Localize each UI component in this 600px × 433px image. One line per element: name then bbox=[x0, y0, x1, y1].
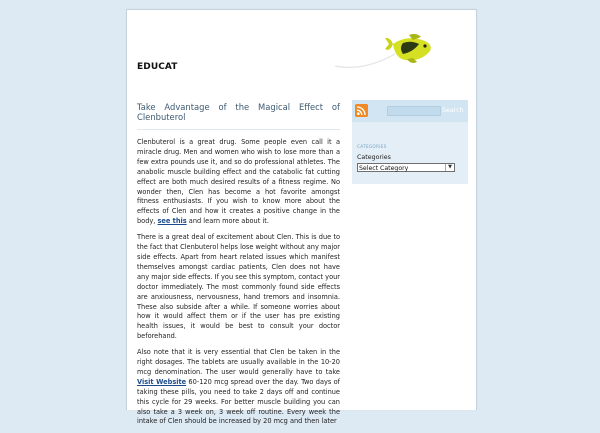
paragraph-text: and learn more about it. bbox=[186, 217, 269, 226]
category-select-value: Select Category bbox=[359, 165, 409, 172]
search-button[interactable]: Search bbox=[442, 105, 466, 116]
page-container bbox=[126, 9, 477, 426]
rss-search-bar bbox=[352, 100, 468, 122]
see-this-link[interactable]: see this bbox=[157, 217, 187, 226]
sidebar bbox=[352, 100, 468, 184]
chevron-down-icon[interactable]: ▼ bbox=[445, 164, 454, 171]
paragraph-text: Clenbuterol is a great drug. Some people even call it a miracle drug. Men and women who wish to lose more than a few extra pounds use it, and so do professional athletes. The anabolic muscle building effect and the catabolic fat cutting effect are both much desired results of a fitness regime. No wonder then, Clen has become a hot favorite amongst fitness enthusiasts. If you wish to know more about the effects of Clen and how it creates a positive change in the body, bbox=[137, 138, 340, 226]
category-select[interactable] bbox=[357, 163, 455, 172]
search-input[interactable] bbox=[387, 106, 441, 116]
categories-widget-heading: CATEGORIES bbox=[357, 144, 387, 149]
rss-icon[interactable] bbox=[355, 104, 368, 117]
post-paragraph bbox=[137, 348, 340, 427]
post-body bbox=[137, 138, 340, 427]
paragraph-text: 60-120 mcg spread over the day. Two days of taking these pills, you need to take 2 days off and continue this cycle for 29 weeks. For better muscle building you can also take a 3 week on, 3 week off routine. Every week the intake of Clen should be increased by 20 mcg and then later bbox=[137, 377, 340, 426]
main-content bbox=[137, 102, 340, 433]
visit-website-link[interactable]: Visit Website bbox=[137, 377, 187, 386]
paragraph-text: Also note that it is very essential that Clen be taken in the right dosages. The tablets are usually available in the 10-20 mcg denomination. The user would generally have to take bbox=[137, 348, 340, 376]
site-header bbox=[127, 10, 476, 90]
categories-label: Categories bbox=[357, 154, 391, 161]
site-title-link[interactable]: EDUCAT bbox=[137, 62, 178, 72]
fish-logo-icon bbox=[333, 32, 437, 72]
post-paragraph bbox=[137, 138, 340, 227]
post-paragraph: There is a great deal of excitement about Clen. This is due to the fact that Clenbuterol helps lose weight without any major side effects. Apart from heart related issues which manifest themselves amongst cardiac patients, Clen does not have any major side effects. If you see this symptom, contact your doctor immediately. The most commonly found side effects are anxiousness, nervousness, hand tremors and insomnia. These also subside after a while. If someone worries about how it would affect them or if the user has pre existing health issues, it would be best to consult your doctor beforehand. bbox=[137, 233, 340, 341]
post-title[interactable]: Take Advantage of the Magical Effect of Clenbuterol bbox=[137, 102, 340, 130]
